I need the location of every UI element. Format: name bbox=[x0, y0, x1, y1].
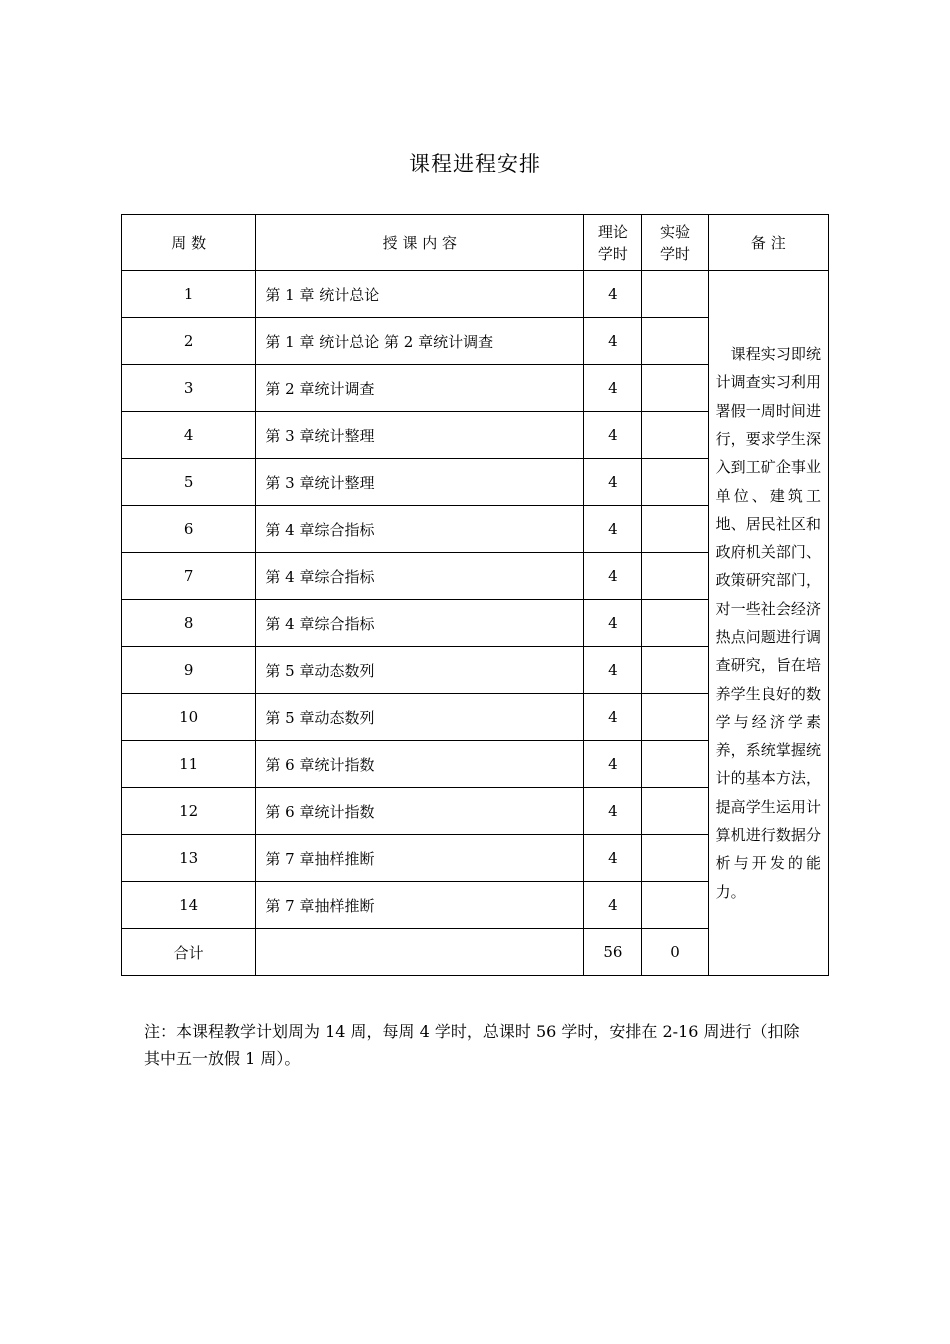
content-cell: 第 5 章动态数列 bbox=[256, 647, 584, 694]
table-row bbox=[122, 271, 829, 318]
week-cell: 5 bbox=[122, 459, 256, 506]
header-theory-line2: 学时 bbox=[597, 244, 628, 263]
week-cell: 7 bbox=[122, 553, 256, 600]
total-content-cell bbox=[256, 929, 584, 976]
lab-hours-cell bbox=[642, 694, 708, 741]
theory-hours-cell: 4 bbox=[584, 365, 642, 412]
content-cell: 第 3 章统计整理 bbox=[256, 459, 584, 506]
content-cell: 第 7 章抽样推断 bbox=[256, 835, 584, 882]
theory-hours-cell: 4 bbox=[584, 694, 642, 741]
week-cell: 2 bbox=[122, 318, 256, 365]
header-lab-line1: 实验 bbox=[660, 222, 691, 241]
lab-hours-cell bbox=[642, 506, 708, 553]
week-cell: 12 bbox=[122, 788, 256, 835]
lab-hours-cell bbox=[642, 412, 708, 459]
total-label-cell: 合计 bbox=[122, 929, 256, 976]
content-cell: 第 4 章综合指标 bbox=[256, 506, 584, 553]
header-theory-line1: 理论 bbox=[597, 222, 628, 241]
lab-hours-cell bbox=[642, 647, 708, 694]
content-cell: 第 1 章 统计总论 第 2 章统计调查 bbox=[256, 318, 584, 365]
total-theory-cell: 56 bbox=[584, 929, 642, 976]
content-cell: 第 2 章统计调查 bbox=[256, 365, 584, 412]
week-cell: 8 bbox=[122, 600, 256, 647]
week-cell: 1 bbox=[122, 271, 256, 318]
content-cell: 第 1 章 统计总论 bbox=[256, 271, 584, 318]
week-cell: 11 bbox=[122, 741, 256, 788]
lab-hours-cell bbox=[642, 882, 708, 929]
header-note: 备 注 bbox=[708, 215, 828, 271]
week-cell: 4 bbox=[122, 412, 256, 459]
content-cell: 第 4 章综合指标 bbox=[256, 553, 584, 600]
schedule-table bbox=[121, 214, 829, 976]
header-theory-hours bbox=[584, 215, 642, 271]
week-cell: 14 bbox=[122, 882, 256, 929]
content-cell: 第 6 章统计指数 bbox=[256, 788, 584, 835]
lab-hours-cell bbox=[642, 741, 708, 788]
total-lab-cell: 0 bbox=[642, 929, 708, 976]
lab-hours-cell bbox=[642, 365, 708, 412]
lab-hours-cell bbox=[642, 553, 708, 600]
theory-hours-cell: 4 bbox=[584, 459, 642, 506]
header-row bbox=[122, 215, 829, 271]
content-cell: 第 6 章统计指数 bbox=[256, 741, 584, 788]
theory-hours-cell: 4 bbox=[584, 412, 642, 459]
content-cell: 第 7 章抽样推断 bbox=[256, 882, 584, 929]
week-cell: 13 bbox=[122, 835, 256, 882]
theory-hours-cell: 4 bbox=[584, 553, 642, 600]
content-cell: 第 3 章统计整理 bbox=[256, 412, 584, 459]
lab-hours-cell bbox=[642, 835, 708, 882]
lab-hours-cell bbox=[642, 788, 708, 835]
header-week: 周 数 bbox=[122, 215, 256, 271]
theory-hours-cell: 4 bbox=[584, 600, 642, 647]
content-cell: 第 4 章综合指标 bbox=[256, 600, 584, 647]
theory-hours-cell: 4 bbox=[584, 882, 642, 929]
footnote: 注：本课程教学计划周为 14 周，每周 4 学时，总课时 56 学时，安排在 2-16 周进行（扣除其中五一放假 1 周）。 bbox=[144, 1022, 800, 1068]
theory-hours-cell: 4 bbox=[584, 318, 642, 365]
content-cell: 第 5 章动态数列 bbox=[256, 694, 584, 741]
week-cell: 9 bbox=[122, 647, 256, 694]
lab-hours-cell bbox=[642, 600, 708, 647]
theory-hours-cell: 4 bbox=[584, 788, 642, 835]
theory-hours-cell: 4 bbox=[584, 506, 642, 553]
week-cell: 3 bbox=[122, 365, 256, 412]
theory-hours-cell: 4 bbox=[584, 741, 642, 788]
lab-hours-cell bbox=[642, 318, 708, 365]
header-content: 授 课 内 容 bbox=[256, 215, 584, 271]
note-cell: 课程实习即统计调查实习利用署假一周时间进行，要求学生深入到工矿企事业单位、建筑工地、居民社区和政府机关部门、政策研究部门，对一些社会经济热点问题进行调查研究，旨在培养学生良好的数学与经济学素养，系统掌握统计的基本方法，提高学生运用计算机进行数据分析与开发的能力。 bbox=[708, 271, 828, 976]
theory-hours-cell: 4 bbox=[584, 647, 642, 694]
page-title: 课程进程安排 bbox=[409, 152, 541, 176]
week-cell: 10 bbox=[122, 694, 256, 741]
theory-hours-cell: 4 bbox=[584, 271, 642, 318]
header-lab-line2: 学时 bbox=[660, 244, 691, 263]
header-lab-hours bbox=[642, 215, 708, 271]
lab-hours-cell bbox=[642, 271, 708, 318]
week-cell: 6 bbox=[122, 506, 256, 553]
lab-hours-cell bbox=[642, 459, 708, 506]
theory-hours-cell: 4 bbox=[584, 835, 642, 882]
